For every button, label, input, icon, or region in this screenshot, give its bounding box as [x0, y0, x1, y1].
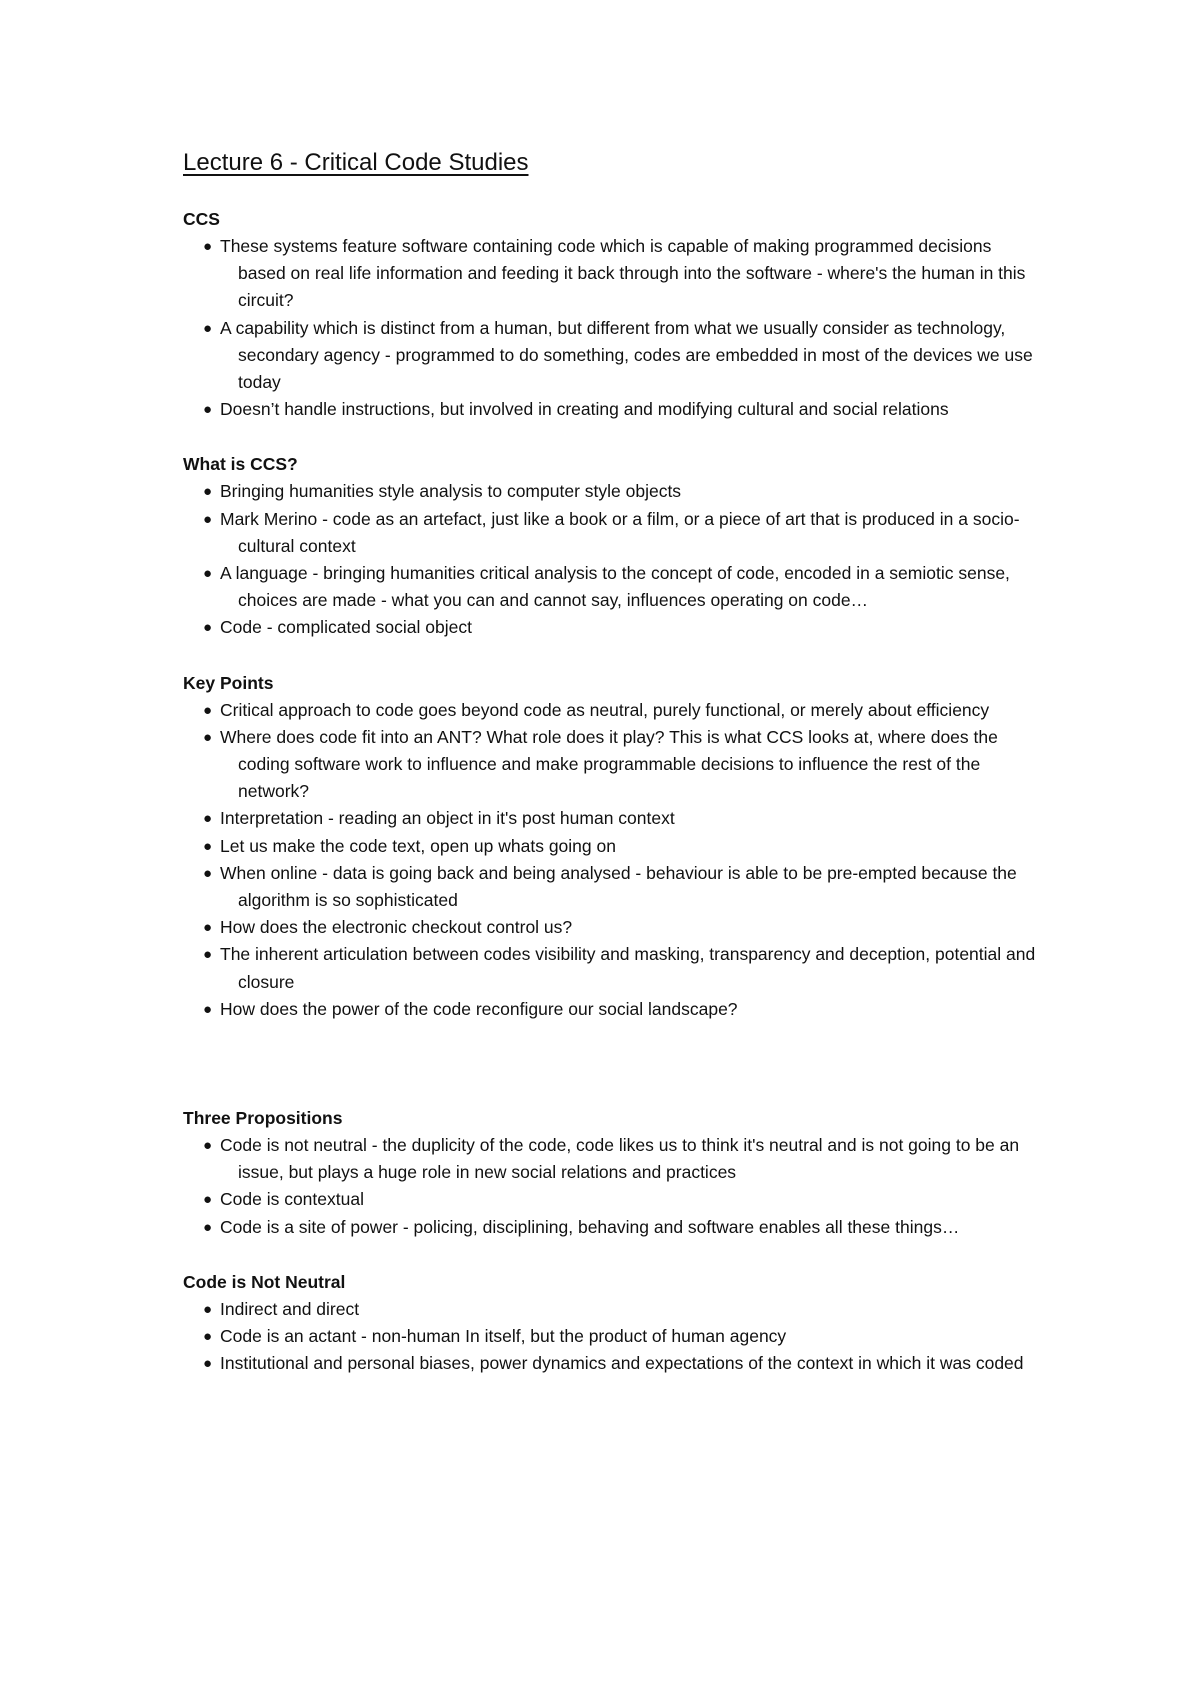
list-item: ● These systems feature software containing code which is capable of making programmed decisions based on real life information and feeding it back through into the software - where's the human in this circuit? [183, 233, 1043, 315]
bullet-icon: ● [203, 728, 213, 746]
spacer [183, 642, 1043, 670]
bullet-list [183, 478, 1043, 641]
bullet-list [183, 233, 1043, 423]
bullet-list [183, 697, 1043, 1023]
list-item: ● The inherent articulation between codes visibility and masking, transparency and deception, potential and closure [183, 941, 1043, 995]
section-code-is-not-neutral [183, 1269, 1043, 1378]
spacer [183, 423, 1043, 451]
spacer [183, 1241, 1043, 1269]
spacer [183, 1023, 1043, 1105]
bullet-list [183, 1132, 1043, 1241]
page-title: Lecture 6 - Critical Code Studies [183, 149, 529, 176]
list-item: ● A capability which is distinct from a human, but different from what we usually consider as technology, secondary agency - programmed to do something, codes are embedded in most of the devices we use today [183, 315, 1043, 397]
document-page [183, 148, 1043, 1378]
list-item: ● Code is an actant - non-human In itself, but the product of human agency [183, 1323, 1043, 1350]
list-item: ● Let us make the code text, open up whats going on [183, 833, 1043, 860]
list-item: ● Doesn’t handle instructions, but involved in creating and modifying cultural and social relations [183, 396, 1043, 423]
bullet-icon: ● [203, 837, 213, 855]
section-ccs [183, 206, 1043, 423]
list-item: ● Institutional and personal biases, power dynamics and expectations of the context in which it was coded [183, 1350, 1043, 1377]
list-item: ● How does the power of the code reconfigure our social landscape? [183, 996, 1043, 1023]
list-item: ● Code is not neutral - the duplicity of the code, code likes us to think it's neutral and is not going to be an issue, but plays a huge role in new social relations and practices [183, 1132, 1043, 1186]
list-item: ● Indirect and direct [183, 1296, 1043, 1323]
list-item: ● A language - bringing humanities critical analysis to the concept of code, encoded in a semiotic sense, choices are made - what you can and cannot say, influences operating on code… [183, 560, 1043, 614]
list-item: ● Code is a site of power - policing, disciplining, behaving and software enables all these things… [183, 1214, 1043, 1241]
bullet-icon: ● [203, 1218, 213, 1236]
bullet-icon: ● [203, 1328, 213, 1346]
bullet-icon: ● [203, 701, 213, 719]
list-item: ● How does the electronic checkout control us? [183, 914, 1043, 941]
section-three-propositions [183, 1105, 1043, 1241]
bullet-list [183, 1296, 1043, 1378]
bullet-icon: ● [203, 946, 213, 964]
list-item: ● When online - data is going back and being analysed - behaviour is able to be pre-empted because the algorithm is so sophisticated [183, 860, 1043, 914]
list-item: ● Code is contextual [183, 1186, 1043, 1213]
bullet-icon: ● [203, 401, 213, 419]
bullet-icon: ● [203, 1355, 213, 1373]
bullet-icon: ● [203, 1000, 213, 1018]
list-item: ● Interpretation - reading an object in it's post human context [183, 805, 1043, 832]
bullet-icon: ● [203, 238, 213, 255]
list-item: ● Where does code fit into an ANT? What role does it play? This is what CCS looks at, where does the coding software work to influence and make programmable decisions to influence the rest of the network? [183, 724, 1043, 806]
section-heading: Three Propositions [183, 1108, 343, 1129]
bullet-icon: ● [203, 483, 213, 501]
bullet-icon: ● [203, 510, 213, 528]
section-heading: CCS [183, 209, 220, 229]
section-what-is-ccs [183, 451, 1043, 641]
bullet-icon: ● [203, 810, 213, 828]
list-item: ● Critical approach to code goes beyond code as neutral, purely functional, or merely about efficiency [183, 697, 1043, 724]
bullet-icon: ● [203, 1300, 213, 1318]
section-heading: What is CCS? [183, 454, 298, 475]
bullet-icon: ● [203, 1137, 213, 1155]
bullet-icon: ● [203, 619, 213, 637]
section-key-points [183, 670, 1043, 1023]
bullet-icon: ● [203, 1191, 213, 1209]
list-item: ● Code - complicated social object [183, 614, 1043, 641]
section-heading: Code is Not Neutral [183, 1271, 346, 1292]
bullet-icon: ● [203, 864, 213, 882]
bullet-icon: ● [203, 919, 213, 937]
bullet-icon: ● [203, 319, 213, 337]
bullet-icon: ● [203, 565, 213, 583]
list-item: ● Mark Merino - code as an artefact, just like a book or a film, or a piece of art that is produced in a socio-cultural context [183, 506, 1043, 560]
list-item: ● Bringing humanities style analysis to computer style objects [183, 478, 1043, 505]
section-heading: Key Points [183, 672, 274, 693]
